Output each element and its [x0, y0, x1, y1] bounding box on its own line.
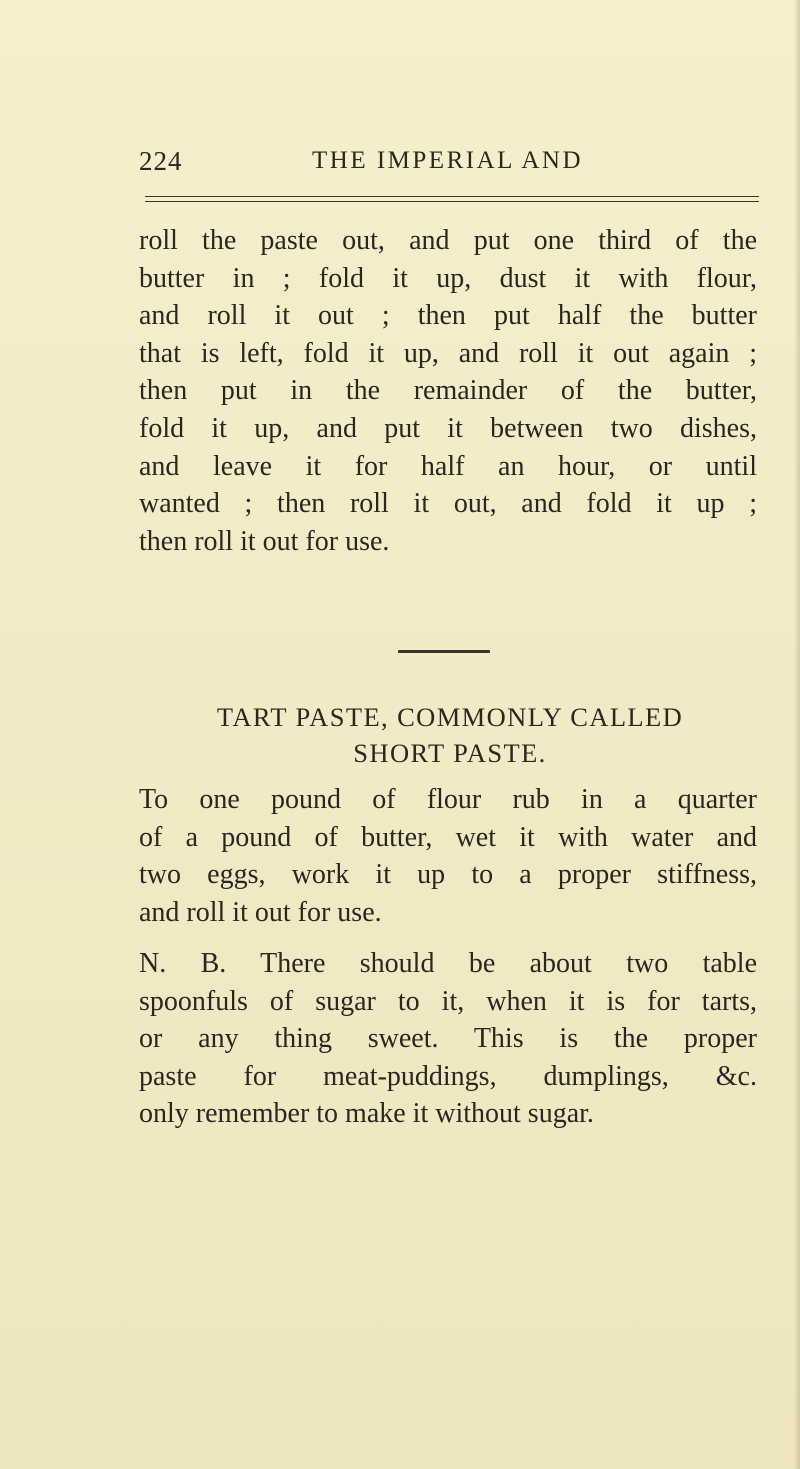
text-line: paste for meat-puddings, dumplings, &c.: [139, 1060, 757, 1092]
text-line: and leave it for half an hour, or until: [139, 450, 757, 482]
text-line: To one pound of flour rub in a quarter: [139, 784, 757, 815]
text-line: fold it up, and put it between two dishes,: [139, 412, 757, 444]
text-line: two eggs, work it up to a proper stiffness,: [139, 859, 757, 891]
page-edge-shadow: [794, 0, 800, 1469]
paragraph-tart-paste-recipe: [139, 781, 757, 931]
running-head: [139, 146, 761, 182]
text-line: then put in the remainder of the butter,: [139, 375, 757, 407]
text-line: then roll it out for use.: [139, 525, 390, 557]
header-double-rule: [145, 196, 759, 202]
text-line: only remember to make it without sugar.: [139, 1098, 594, 1130]
section-heading-line-1: TART PASTE, COMMONLY CALLED: [216, 702, 684, 732]
text-line: and roll it out for use.: [139, 896, 382, 928]
page-number: 224: [139, 146, 183, 176]
text-line: wanted ; then roll it out, and fold it up ;: [139, 488, 757, 520]
text-line: that is left, fold it up, and roll it out again ;: [139, 337, 757, 369]
section-divider-rule: [398, 650, 490, 653]
running-head-title: THE IMPERIAL AND: [312, 147, 584, 174]
text-line: butter in ; fold it up, dust it with flour,: [139, 262, 757, 294]
text-line: N. B. There should be about two table: [139, 948, 757, 979]
paragraph-nota-bene: [139, 945, 757, 1133]
text-line: of a pound of butter, wet it with water and: [139, 821, 757, 853]
text-line: spoonfuls of sugar to it, when it is for tarts,: [139, 985, 757, 1017]
text-line: roll the paste out, and put one third of the: [139, 225, 757, 256]
paragraph-puff-paste-continued: [139, 222, 757, 560]
section-heading-line-2: SHORT PASTE.: [353, 738, 547, 768]
text-line: or any thing sweet. This is the proper: [139, 1023, 757, 1055]
text-line: and roll it out ; then put half the butter: [139, 300, 757, 332]
